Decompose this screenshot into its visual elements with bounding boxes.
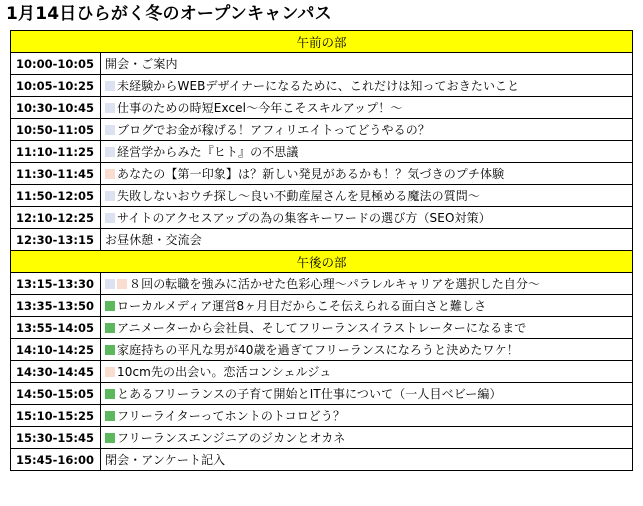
- category-marker-icon: [105, 367, 115, 377]
- session-header: 午前の部: [11, 31, 633, 53]
- session-title: あなたの【第一印象】は？新しい発見があるかも！？気づきのプチ体験: [117, 167, 505, 181]
- category-marker-icon: [105, 433, 115, 443]
- session-title: 経営学からみた『ヒト』の不思議: [117, 145, 299, 159]
- session-title: ８回の転職を強みに活かせた色彩心理〜パラレルキャリアを選択した自分〜: [129, 277, 541, 291]
- time-slot: 15:30-15:45: [11, 427, 101, 449]
- session-description-cell: [101, 405, 633, 427]
- schedule-row: [11, 185, 633, 207]
- category-marker-icon: [105, 389, 115, 399]
- session-header-row: [11, 31, 633, 53]
- time-slot: 15:10-15:25: [11, 405, 101, 427]
- category-marker-icon: [105, 279, 115, 289]
- schedule-row: [11, 53, 633, 75]
- session-description-cell: [101, 163, 633, 185]
- session-title: アニメーターから会社員、そしてフリーランスイラストレーターになるまで: [117, 321, 527, 335]
- session-title: お昼休憩・交流会: [105, 233, 202, 247]
- schedule-row: [11, 317, 633, 339]
- time-slot: 12:10-12:25: [11, 207, 101, 229]
- schedule-row: [11, 75, 633, 97]
- time-slot: 14:10-14:25: [11, 339, 101, 361]
- schedule-row: [11, 141, 633, 163]
- session-title: ローカルメディア運営8ヶ月目だからこそ伝えられる面白さと難しさ: [117, 299, 487, 313]
- session-description-cell: [101, 449, 633, 471]
- session-title: 閉会・アンケート記入: [105, 453, 226, 467]
- category-marker-icon: [117, 279, 127, 289]
- session-title: 家庭持ちの平凡な男が40歳を過ぎてフリーランスになろうと決めたワケ！: [117, 343, 519, 357]
- session-title: ブログでお金が稼げる！アフィリエイトってどうやるの？: [117, 123, 430, 137]
- session-title: 失敗しないおウチ探し〜良い不動産屋さんを見極める魔法の質問〜: [117, 189, 481, 203]
- category-marker-icon: [105, 323, 115, 333]
- session-description-cell: [101, 339, 633, 361]
- schedule-row: [11, 405, 633, 427]
- category-marker-icon: [105, 301, 115, 311]
- time-slot: 11:50-12:05: [11, 185, 101, 207]
- session-description-cell: [101, 75, 633, 97]
- schedule-row: [11, 97, 633, 119]
- session-description-cell: [101, 295, 633, 317]
- time-slot: 13:35-13:50: [11, 295, 101, 317]
- time-slot: 10:00-10:05: [11, 53, 101, 75]
- schedule-row: [11, 427, 633, 449]
- time-slot: 12:30-13:15: [11, 229, 101, 251]
- schedule-row: [11, 383, 633, 405]
- schedule-body: [11, 31, 633, 471]
- category-marker-icon: [105, 169, 115, 179]
- session-title: サイトのアクセスアップの為の集客キーワードの選び方（SEO対策）: [117, 211, 491, 225]
- session-description-cell: [101, 53, 633, 75]
- category-marker-icon: [105, 81, 115, 91]
- session-description-cell: [101, 97, 633, 119]
- session-header-row: [11, 251, 633, 273]
- session-title: 開会・ご案内: [105, 57, 178, 71]
- session-description-cell: [101, 185, 633, 207]
- time-slot: 14:50-15:05: [11, 383, 101, 405]
- schedule-table: [10, 30, 633, 471]
- page-title: 1月14日ひらがく冬のオープンキャンパス: [6, 4, 332, 24]
- session-title: 仕事のための時短Excel〜今年こそスキルアップ！〜: [117, 101, 403, 115]
- time-slot: 10:30-10:45: [11, 97, 101, 119]
- category-marker-icon: [105, 103, 115, 113]
- schedule-row: [11, 207, 633, 229]
- time-slot: 13:15-13:30: [11, 273, 101, 295]
- session-header: 午後の部: [11, 251, 633, 273]
- category-marker-icon: [105, 125, 115, 135]
- time-slot: 10:50-11:05: [11, 119, 101, 141]
- time-slot: 10:05-10:25: [11, 75, 101, 97]
- session-description-cell: [101, 361, 633, 383]
- session-title: フリーランスエンジニアのジカンとオカネ: [117, 431, 346, 445]
- time-slot: 14:30-14:45: [11, 361, 101, 383]
- category-marker-icon: [105, 411, 115, 421]
- category-marker-icon: [105, 213, 115, 223]
- time-slot: 13:55-14:05: [11, 317, 101, 339]
- category-marker-icon: [105, 191, 115, 201]
- time-slot: 11:10-11:25: [11, 141, 101, 163]
- session-title: 未経験からWEBデザイナーになるために、これだけは知っておきたいこと: [117, 79, 520, 93]
- schedule-row: [11, 229, 633, 251]
- schedule-row: [11, 163, 633, 185]
- time-slot: 15:45-16:00: [11, 449, 101, 471]
- session-title: 10cm先の出会い。恋活コンシェルジュ: [117, 365, 332, 379]
- session-description-cell: [101, 141, 633, 163]
- schedule-row: [11, 119, 633, 141]
- schedule-row: [11, 339, 633, 361]
- category-marker-icon: [105, 147, 115, 157]
- category-marker-icon: [105, 345, 115, 355]
- session-title: とあるフリーランスの子育て開始とIT仕事について（一人目ベビー編）: [117, 387, 502, 401]
- session-description-cell: [101, 207, 633, 229]
- schedule-row: [11, 273, 633, 295]
- session-description-cell: [101, 273, 633, 295]
- session-description-cell: [101, 229, 633, 251]
- schedule-row: [11, 295, 633, 317]
- session-title: フリーライターってホントのトコロどう？: [117, 409, 346, 423]
- session-description-cell: [101, 119, 633, 141]
- session-description-cell: [101, 317, 633, 339]
- session-description-cell: [101, 427, 633, 449]
- schedule-row: [11, 449, 633, 471]
- schedule-row: [11, 361, 633, 383]
- session-description-cell: [101, 383, 633, 405]
- time-slot: 11:30-11:45: [11, 163, 101, 185]
